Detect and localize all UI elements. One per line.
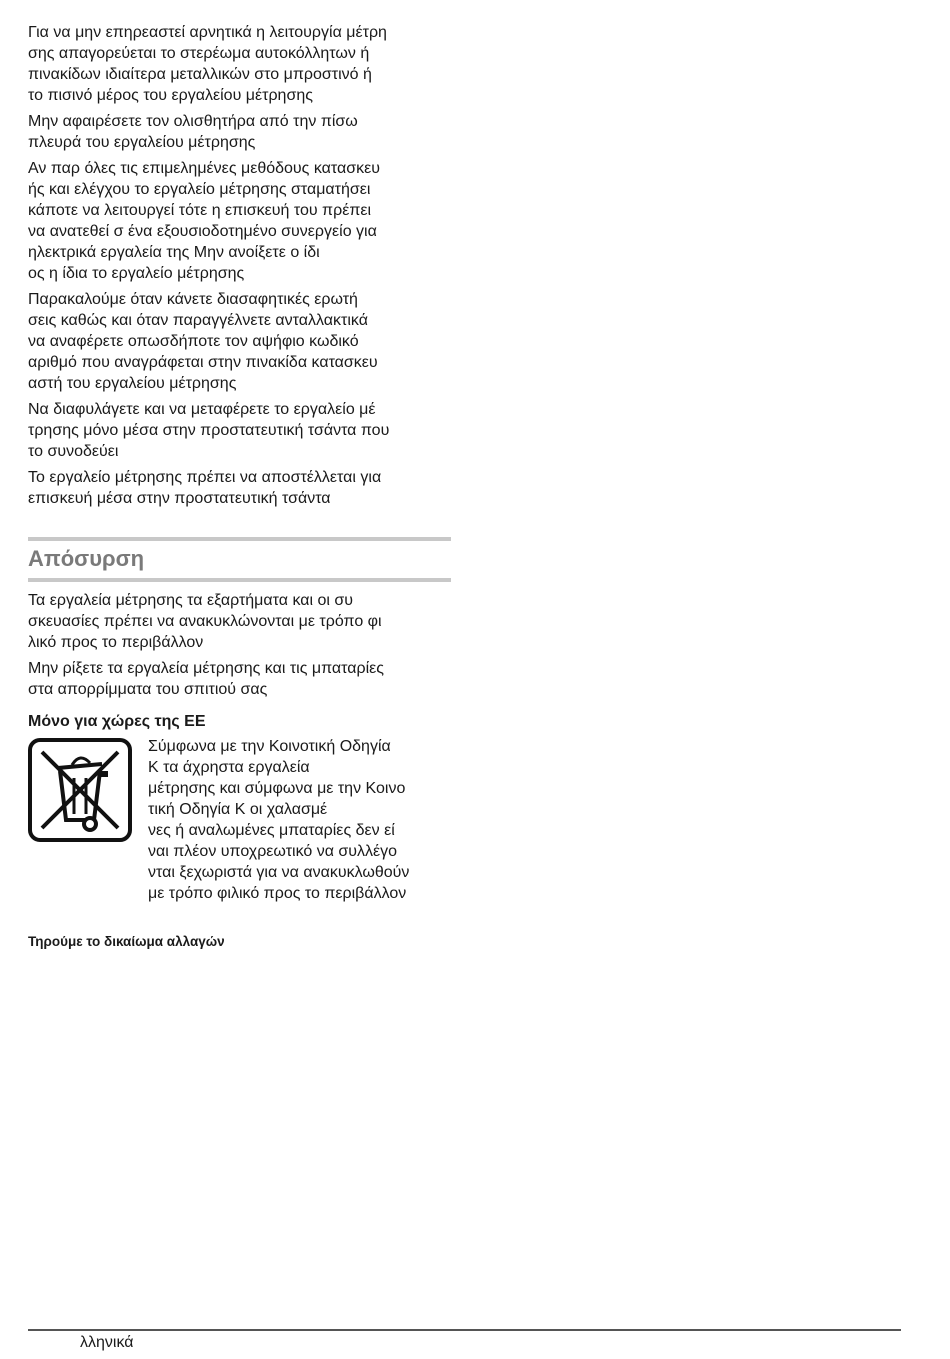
paragraph-shipping: Το εργαλείο μέτρησης πρέπει να αποστέλλεται για επισκευή μέσα στην προστατευτική τσάντα xyxy=(28,469,382,507)
eu-disposal-block xyxy=(28,736,451,909)
paragraph-mounting: Για να μην επηρεαστεί αρνητικά η λειτουργία μέτρη σης απαγορεύεται το στερέωμα αυτοκόλλητων ή πινακίδων ιδιαίτερα μεταλλικών στο μπροστινό ή το πισινό μέρος του εργαλείου μέτρησης xyxy=(28,24,387,104)
paragraph-recycling: Τα εργαλεία μέτρησης τα εξαρτήματα και οι συ σκευασίες πρέπει να ανακυκλώνονται με τρόπο φι λικό προς το περιβάλλον xyxy=(28,592,382,651)
section-top-rule xyxy=(28,537,451,541)
footer-language: λληνικά xyxy=(80,1334,134,1351)
paragraph-inquiries: Παρακαλούμε όταν κάνετε διασαφητικές ερωτή σεις καθώς και όταν παραγγέλνετε ανταλλακτικά να αναφέρετε οπωσδήποτε τον αψήφιο κωδικό αριθμό που αναγράφεται στην πινακίδα κατασκευ αστή του εργαλείου μέτρησης xyxy=(28,291,378,392)
crossed-out-wheeled-bin-icon xyxy=(28,738,132,842)
section-bottom-rule xyxy=(28,578,451,582)
rights-reserved-note: Τηρούμε το δικαίωμα αλλαγών xyxy=(28,934,225,949)
text-column xyxy=(28,22,451,951)
paragraph-storage: Να διαφυλάγετε και να μεταφέρετε το εργαλείο μέ τρησης μόνο μέσα στην προστατευτική τσάντα που το συνοδεύει xyxy=(28,401,390,460)
eu-heading: Μόνο για χώρες της ΕΕ xyxy=(28,713,206,730)
section-heading-disposal: Απόσυρση xyxy=(28,546,145,571)
paragraph-repair: Αν παρ όλες τις επιμελημένες μεθόδους κατασκευ ής και ελέγχου το εργαλείο μέτρησης σταματήσει κάποτε να λειτουργεί τότε η επισκευή του πρέπει να ανατεθεί σ ένα εξουσιοδοτημένο συνεργείο για ηλεκτρικά εργαλεία της Μην ανοίξετε ο ίδι ος η ίδια το εργαλείο μέτρησης xyxy=(28,160,380,282)
footer-rule xyxy=(28,1329,901,1331)
paragraph-household-waste: Μην ρίξετε τα εργαλεία μέτρησης και τις μπαταρίες στα απορρίμματα του σπιτιού σας xyxy=(28,660,384,698)
eu-directive-text: Σύμφωνα με την Κοινοτική Οδηγία Κ τα άχρηστα εργαλεία μέτρησης και σύμφωνα με την Κοινο τική Οδηγία Κ οι χαλασμέ νες ή αναλωμένες μπαταρίες δεν εί ναι πλέον υποχρεωτικό να συλλέγο νται ξεχωριστά για να ανακυκλωθούν με τρόπο φιλικό προς το περιβάλλον xyxy=(148,738,410,902)
paragraph-slider: Μην αφαιρέσετε τον ολισθητήρα από την πίσω πλευρά του εργαλείου μέτρησης xyxy=(28,113,358,151)
